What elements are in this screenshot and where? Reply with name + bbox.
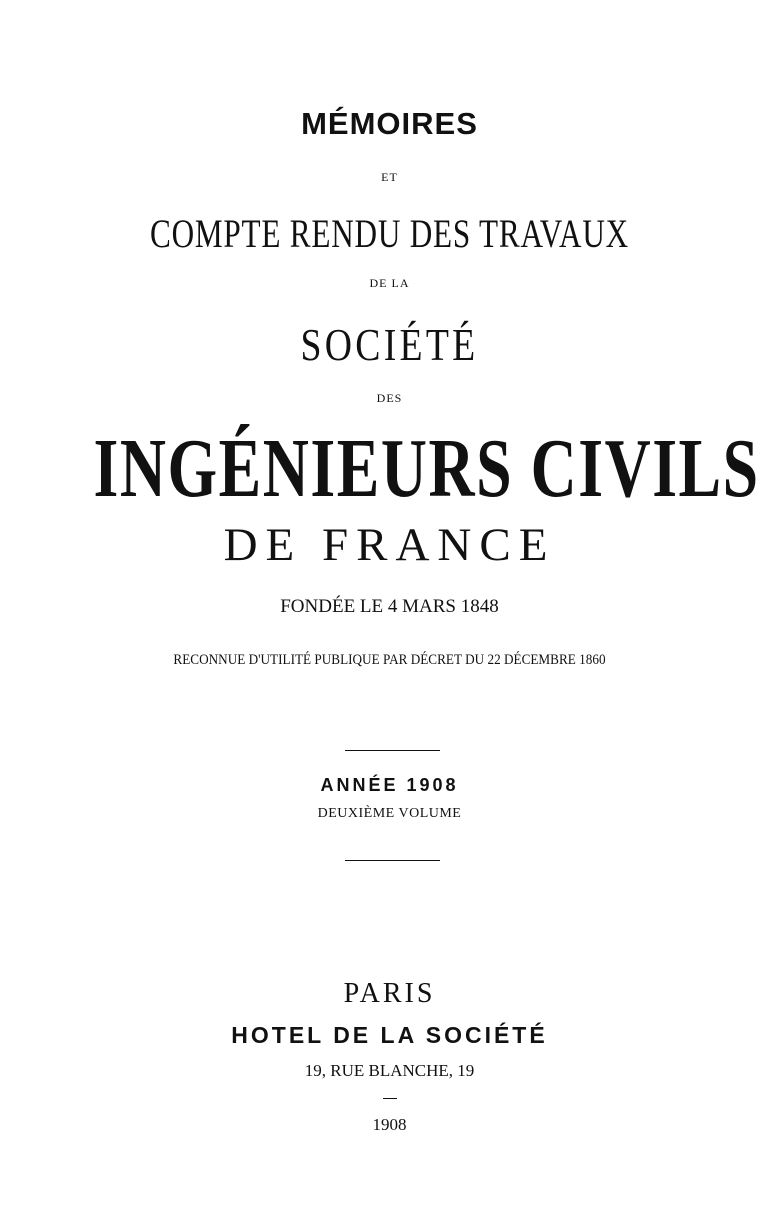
- divider-small: [383, 1098, 397, 1099]
- heading-compte-rendu: COMPTE RENDU DES TRAVAUX: [149, 211, 629, 256]
- imprint-year: 1908: [372, 1115, 407, 1134]
- heading-ingenieurs-civils: INGÉNIEURS CIVILS: [93, 422, 760, 515]
- divider-top: [345, 750, 440, 751]
- heading-de-france: DE FRANCE: [223, 519, 556, 571]
- conjunction-et: ET: [381, 170, 398, 184]
- recognition-decree: RECONNUE D'UTILITÉ PUBLIQUE PAR DÉCRET DU 22 DÉCEMBRE 1860: [173, 652, 606, 668]
- volume-label: DEUXIÈME VOLUME: [317, 806, 462, 821]
- connector-des: DES: [376, 391, 403, 405]
- connector-de-la: DE LA: [369, 276, 410, 290]
- heading-societe: SOCIÉTÉ: [300, 319, 479, 370]
- imprint-publisher: HOTEL DE LA SOCIÉTÉ: [231, 1022, 548, 1048]
- year-heading: ANNÉE 1908: [320, 775, 459, 795]
- divider-bottom: [345, 860, 440, 861]
- founding-date: FONDÉE LE 4 MARS 1848: [280, 596, 499, 617]
- heading-memoires: MÉMOIRES: [301, 106, 478, 141]
- imprint-city: PARIS: [343, 978, 436, 1009]
- imprint-address: 19, RUE BLANCHE, 19: [304, 1061, 475, 1080]
